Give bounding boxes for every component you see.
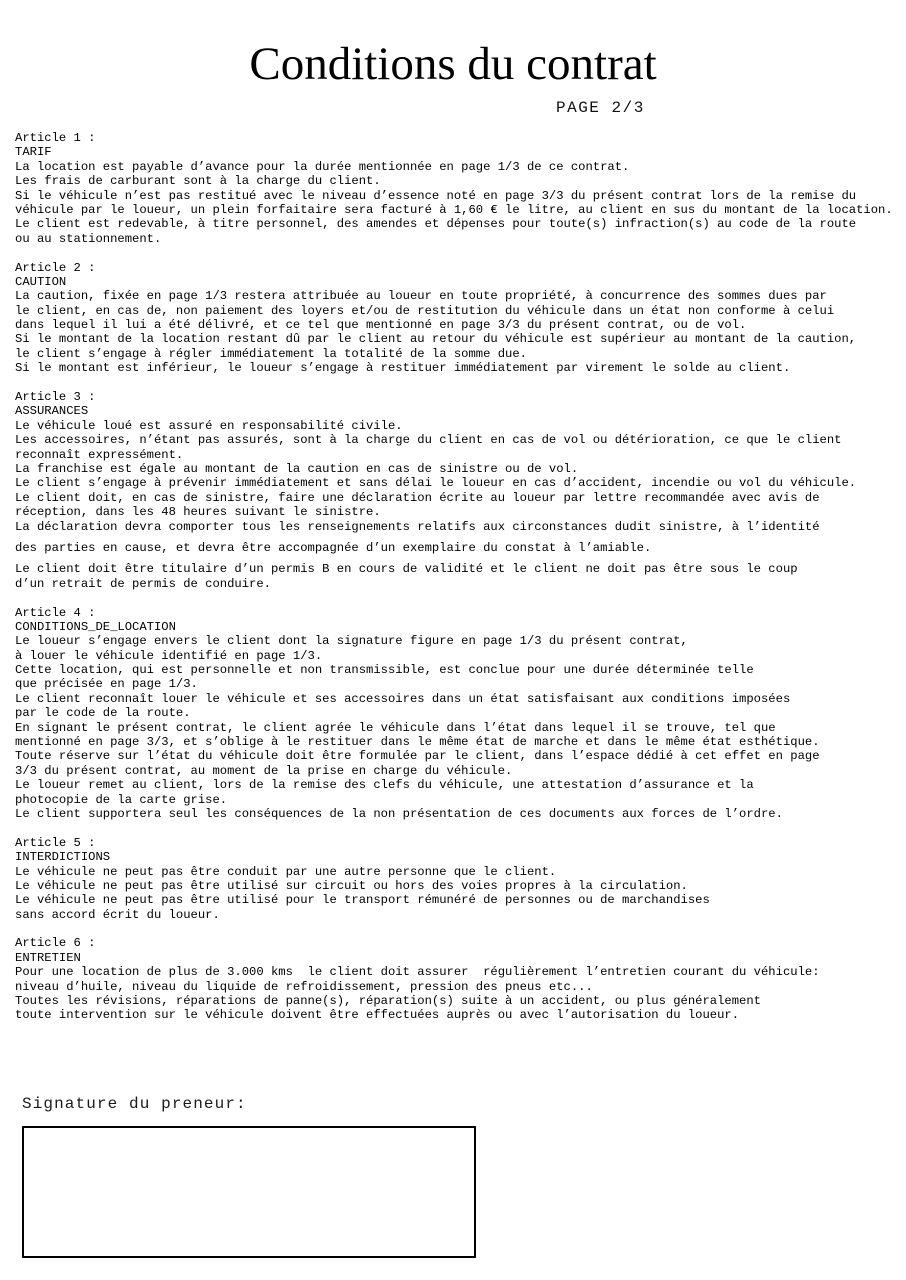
article-text-line: Cette location, qui est personnelle et non transmissible, est conclue pour une durée déterminée telle: [15, 663, 754, 678]
article-body: [15, 965, 906, 1023]
page-title: Conditions du contrat: [249, 38, 657, 90]
article-text-line: véhicule par le loueur, un plein forfaitaire sera facturé à 1,60 € le litre, au client en sus du montant de la location.: [15, 202, 893, 217]
article-text-line: [15, 534, 906, 541]
article-text-line: Le loueur s’engage envers le client dont la signature figure en page 1/3 du présent contrat,: [15, 634, 688, 649]
article-text-line: mentionné en page 3/3, et s’oblige à le restituer dans le même état de marche et dans le même état esthétique.: [15, 735, 820, 750]
article-text-line: La caution, fixée en page 1/3 restera attribuée au loueur en toute propriété, à concurrence des sommes dues par: [15, 289, 827, 304]
article-text-line: Le client doit, en cas de sinistre, faire une déclaration écrite au loueur par lettre recommandée avec avis de: [15, 490, 820, 505]
signature-box[interactable]: [22, 1126, 476, 1258]
article-text-line: Le client s’engage à prévenir immédiatement et sans délai le loueur en cas d’accident, incendie ou vol du véhicule.: [15, 476, 857, 491]
article-text-line: La location est payable d’avance pour la durée mentionnée en page 1/3 de ce contrat.: [15, 159, 630, 174]
article-text-line: En signant le présent contrat, le client agrée le véhicule dans l’état dans lequel il se trouve, tel que: [15, 720, 776, 735]
article-body: [15, 634, 906, 821]
article-body: [15, 419, 906, 591]
article-section: [15, 606, 906, 822]
article-heading: Article 5 :: [15, 835, 96, 850]
article-subheading: ASSURANCES: [15, 404, 89, 419]
article-text-line: La déclaration devra comporter tous les renseignements relatifs aux circonstances dudit sinistre, à l’identité: [15, 519, 820, 534]
article-text-line: Les frais de carburant sont à la charge du client.: [15, 174, 381, 189]
article-text-line: des parties en cause, et devra être accompagnée d’un exemplaire du constat à l’amiable.: [15, 540, 652, 555]
article-section: [15, 936, 906, 1022]
article-heading: Article 2 :: [15, 260, 96, 275]
article-text-line: Pour une location de plus de 3.000 kms le client doit assurer régulièrement l’entretien courant du véhicule:: [15, 965, 820, 980]
article-body: [15, 865, 906, 923]
article-text-line: que précisée en page 1/3.: [15, 677, 198, 692]
article-subheading: CONDITIONS_DE_LOCATION: [15, 619, 176, 634]
article-section: [15, 390, 906, 591]
article-subheading: CAUTION: [15, 274, 67, 289]
article-text-line: dans lequel il lui a été délivré, et ce tel que mentionné en page 3/3 du présent contrat, ou de vol.: [15, 318, 747, 333]
article-text-line: Le loueur remet au client, lors de la remise des clefs du véhicule, une attestation d’assurance et la: [15, 778, 754, 793]
articles-container: [15, 131, 906, 1023]
article-section: [15, 261, 906, 376]
article-text-line: Toute réserve sur l’état du véhicule doit être formulée par le client, dans l’espace dédié à cet effet en page: [15, 749, 820, 764]
article-heading: Article 4 :: [15, 605, 96, 620]
article-text-line: à louer le véhicule identifié en page 1/3.: [15, 648, 323, 663]
article-heading: Article 1 :: [15, 131, 96, 145]
article-text-line: toute intervention sur le véhicule doivent être effectuées auprès ou avec l’autorisation du loueur.: [15, 1008, 740, 1023]
article-subheading: INTERDICTIONS: [15, 850, 111, 865]
article-text-line: 3/3 du présent contrat, au moment de la prise en charge du véhicule.: [15, 763, 513, 778]
article-text-line: le client, en cas de, non paiement des loyers et/ou de restitution du véhicule dans un état non conforme à celui: [15, 303, 835, 318]
article-text-line: Les accessoires, n’étant pas assurés, sont à la charge du client en cas de vol ou détérioration, ce que le client: [15, 433, 842, 448]
article-text-line: sans accord écrit du loueur.: [15, 907, 220, 922]
article-text-line: Le client reconnaît louer le véhicule et ses accessoires dans un état satisfaisant aux conditions imposées: [15, 691, 791, 706]
article-body: [15, 289, 906, 375]
article-text-line: Si le montant de la location restant dû par le client au retour du véhicule est supérieur au montant de la caution,: [15, 332, 857, 347]
article-text-line: Le client est redevable, à titre personnel, des amendes et dépenses pour toute(s) infraction(s) au code de la route: [15, 217, 857, 232]
page-number-label: PAGE 2/3: [556, 99, 645, 117]
article-subheading: TARIF: [15, 145, 52, 160]
article-text-line: réception, dans les 48 heures suivant le sinistre.: [15, 505, 381, 520]
article-text-line: ou au stationnement.: [15, 231, 162, 246]
article-text-line: niveau d’huile, niveau du liquide de refroidissement, pression des pneus etc...: [15, 979, 593, 994]
article-text-line: [15, 555, 906, 562]
article-text-line: Si le véhicule n’est pas restitué avec le niveau d’essence noté en page 3/3 du présent contrat lors de la remise du: [15, 188, 857, 203]
signature-label: Signature du preneur:: [22, 1094, 247, 1113]
article-text-line: Le véhicule ne peut pas être utilisé pour le transport rémunéré de personnes ou de marchandises: [15, 893, 710, 908]
article-heading: Article 6 :: [15, 936, 96, 951]
article-section: [15, 836, 906, 922]
article-text-line: par le code de la route.: [15, 706, 191, 721]
article-text-line: Toutes les révisions, réparations de panne(s), réparation(s) suite à un accident, ou plus généralement: [15, 994, 761, 1009]
article-subheading: ENTRETIEN: [15, 950, 81, 965]
article-text-line: d’un retrait de permis de conduire.: [15, 576, 271, 591]
article-text-line: Le véhicule ne peut pas être utilisé sur circuit ou hors des voies propres à la circulation.: [15, 878, 688, 893]
article-text-line: Le client supportera seul les conséquences de la non présentation de ces documents aux forces de l’ordre.: [15, 806, 783, 821]
article-text-line: Le véhicule loué est assuré en responsabilité civile.: [15, 418, 403, 433]
article-text-line: Si le montant est inférieur, le loueur s’engage à restituer immédiatement par virement le solde au client.: [15, 361, 791, 376]
article-section: [15, 131, 906, 246]
article-text-line: La franchise est égale au montant de la caution en cas de sinistre ou de vol.: [15, 461, 579, 476]
article-heading: Article 3 :: [15, 390, 96, 405]
article-body: [15, 160, 906, 246]
article-text-line: le client s’engage à régler immédiatement la totalité de la somme due.: [15, 346, 527, 361]
article-text-line: Le client doit être titulaire d’un permis B en cours de validité et le client ne doit pas être sous le coup: [15, 562, 798, 577]
article-text-line: reconnaît expressément.: [15, 447, 184, 462]
article-text-line: photocopie de la carte grise.: [15, 792, 228, 807]
signature-section: [22, 1095, 906, 1258]
article-text-line: Le véhicule ne peut pas être conduit par une autre personne que le client.: [15, 864, 557, 879]
